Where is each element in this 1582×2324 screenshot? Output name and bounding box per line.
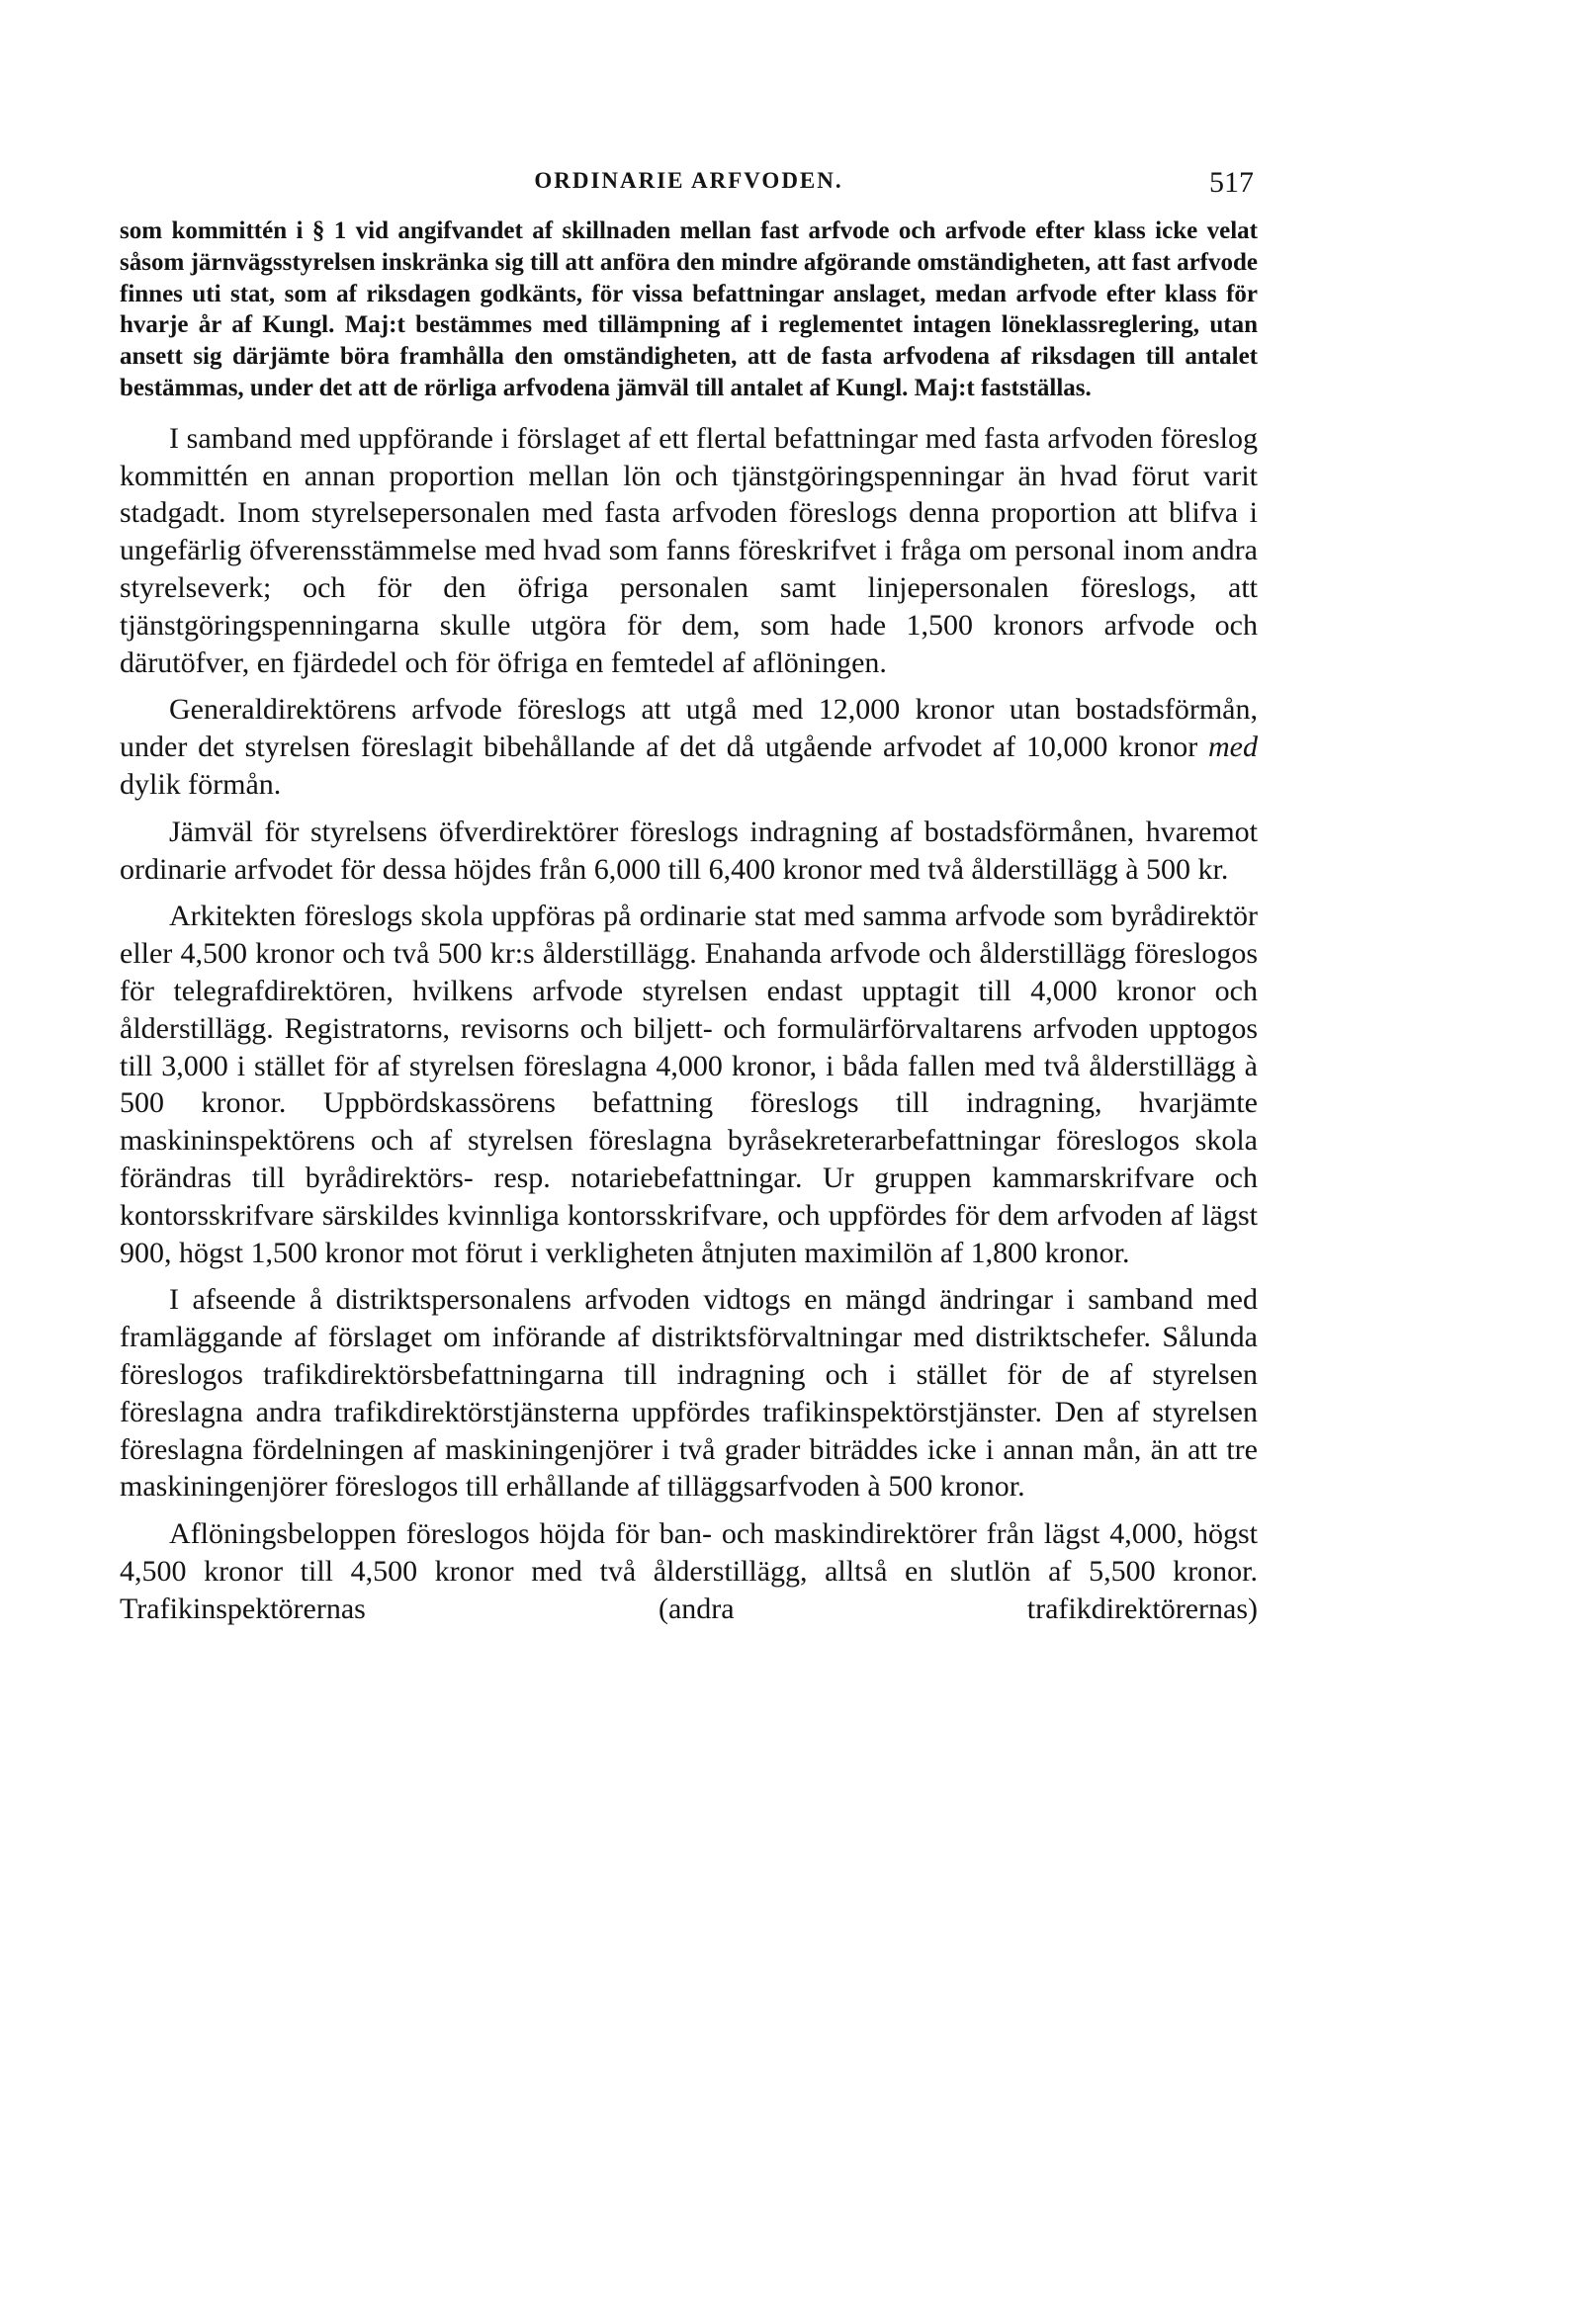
document-page [120,166,1258,1637]
paragraph-text: dylik förmån. [120,767,282,801]
paragraph-salary-proportion: I samband med uppförande i förslaget af ett flertal befattningar med fasta arfvoden föreslog kommittén en annan proportion mellan lön och tjänstgöringspenningar än hvad förut varit stadgadt. Inom styrelsepersonalen med fasta arfvoden föreslogs denna proportion att blifva i ungefärlig öfverensstämmelse med hvad som fanns föreskrifvet i fråga om personal inom andra styrelseverk; och för den öfriga personalen samt linjepersonalen föreslogs, att tjänstgöringspenningarna skulle utgöra för dem, som hade 1,500 kronors arfvode och därutöfver, en fjärdedel och för öfriga en femtedel af aflöningen. [120,421,1258,679]
paragraph-salary-amounts: Aflöningsbeloppen föreslogos höjda för ban- och maskindirektörer från lägst 4,000, högst 4,500 kronor till 4,500 kronor med två ålderstillägg, alltså en slutlön af 5,500 kronor. Trafikinspektörernas (andra trafikdirektörernas) [120,1517,1258,1625]
page-number: 517 [1209,166,1254,199]
paragraph-architect: Arkitekten föreslogs skola uppföras på ordinarie stat med samma arfvode som byrådirektör eller 4,500 kronor och två 500 kr:s ålderstillägg. Enahanda arfvode och ålderstillägg föreslogos för telegrafdirektören, hvilkens arfvode styrelsen endast upptagit till 4,000 kronor och ålderstillägg. Registratorns, revisorns och biljett- och formulärförvaltarens arfvoden upptogos till 3,000 i stället för af styrelsen föreslagna 4,000 kronor, i båda fallen med två ålderstillägg à 500 kronor. Uppbördskassörens befattning föreslogs till indragning, hvarjämte maskininspektörens och af styrelsen föreslagna byråsekreterarbefattningar föreslogos skola förändras till byrådirektörs- resp. notariebefattningar. Ur gruppen kammarskrifvare och kontorsskrifvare särskildes kvinnliga kontorsskrifvare, och uppfördes för dem arfvoden af lägst 900, högst 1,500 kronor mot förut i verkligheten åtnjuten maximilön af 1,800 kronor. [120,900,1258,1269]
paragraph-director-general [120,691,1258,803]
small-print-block [120,215,1258,404]
italic-word: med [1208,731,1258,764]
running-header [120,166,1258,206]
body-text [120,420,1258,1628]
small-print-paragraph: som kommittén i § 1 vid angifvandet af skillnaden mellan fast arfvode och arfvode efter klass icke velat såsom järnvägsstyrelsen inskränka sig till att anföra den mindre afgörande omständigheten, att fast arfvode finnes uti stat, som af riksdagen godkänts, för vissa befattningar anslaget, medan arfvode efter klass för hvarje år af Kungl. Maj:t bestämmes med tillämpning af i reglementet intagen löneklassreglering, utan ansett sig därjämte böra framhålla den omständigheten, att de fasta arfvodena af riksdagen till antalet bestämmas, under det att de rörliga arfvodena jämväl till antalet af Kungl. Maj:t fastställas. [120,217,1258,401]
paragraph-district-personnel: I afseende å distriktspersonalens arfvoden vidtogs en mängd ändringar i samband med framläggande af förslaget om införande af distriktsförvaltningar med distriktschefer. Sålunda föreslogos trafikdirektörsbefattningarna till indragning och i stället för de af styrelsen föreslagna andra trafikdirektörstjänsterna uppfördes trafikinspektörstjänster. Den af styrelsen föreslagna fördelningen af maskiningenjörer i två grader biträddes icke i annan mån, än att tre maskiningenjörer föreslogos till erhållande af tilläggsarfvoden à 500 kronor. [120,1283,1258,1504]
paragraph-text: Generaldirektörens arfvode föreslogs att utgå med 12,000 kronor utan bostadsförmån, under det styrelsen föreslagit bibehållande af det då utgående arfvodet af 10,000 kronor [120,693,1258,764]
running-title: ORDINARIE ARFVODEN. [534,168,843,193]
paragraph-chief-directors: Jämväl för styrelsens öfverdirektörer föreslogs indragning af bostadsförmånen, hvaremot ordinarie arfvodet för dessa höjdes från 6,000 till 6,400 kronor med två ålderstillägg à 500 kr. [120,815,1258,886]
